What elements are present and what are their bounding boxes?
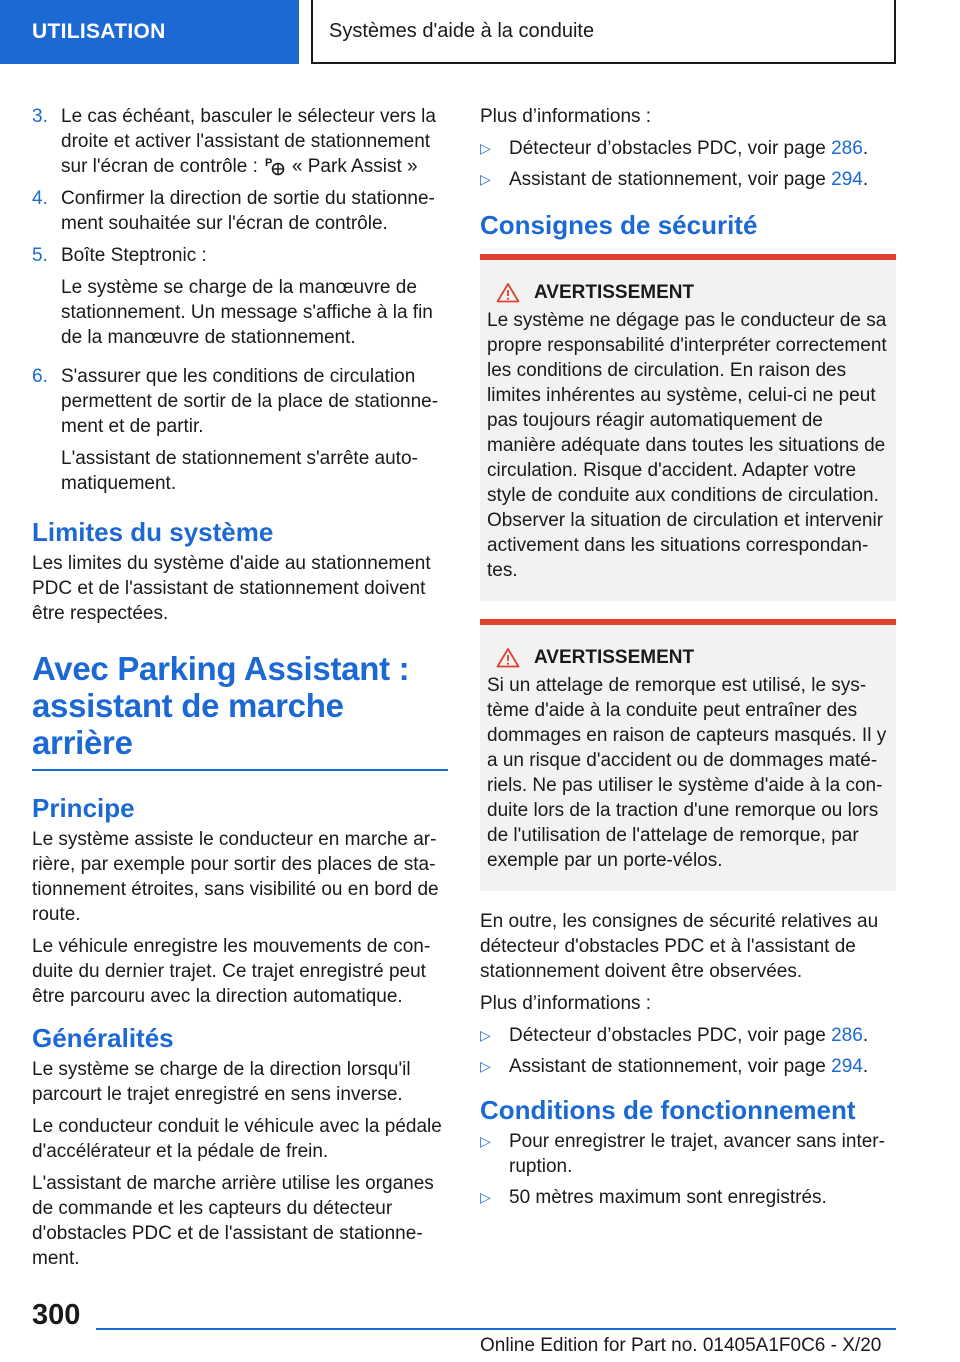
step-number: 6. (32, 366, 48, 387)
list-item (480, 1054, 896, 1079)
link-end: . (862, 138, 869, 159)
triangle-bullet-icon: ▷ (480, 140, 491, 156)
warning-label: AVERTISSEMENT (534, 647, 695, 668)
link-text: Assistant de stationnement, voir page (509, 169, 832, 190)
page-link-286[interactable]: 286 (831, 138, 863, 159)
link-end: . (862, 1056, 869, 1077)
header-chapter-tab (311, 0, 896, 64)
main-heading-line-1: Avec Parking Assistant : (32, 650, 410, 687)
list-item (480, 1185, 896, 1210)
page-link-286[interactable]: 286 (831, 1025, 863, 1046)
principle-heading: Principe (32, 793, 135, 823)
step-number: 5. (32, 245, 48, 266)
triangle-bullet-icon: ▷ (480, 1027, 491, 1043)
triangle-bullet-icon: ▷ (480, 1058, 491, 1074)
header-section-label: UTILISATION (32, 20, 166, 43)
step-text-after-icon: « Park Assist » (291, 156, 418, 177)
header-section-tab (0, 0, 299, 64)
general-paragraph-1: Le système se charge de la direction lorsqu'il parcourt le trajet enregistré en sens inverse. (32, 1059, 411, 1105)
safety-heading: Consignes de sécurité (480, 210, 758, 240)
list-item (480, 1023, 896, 1048)
general-heading: Généralités (32, 1023, 174, 1053)
link-end: . (862, 1025, 869, 1046)
warning-triangle-icon (496, 282, 520, 303)
step-6 (32, 364, 448, 503)
general-paragraph-3: L'assistant de marche arrière utilise les organes de commande et les capteurs du détecteur d'obstacles PDC et de l'assistant de stationnement. (32, 1173, 434, 1269)
conditions-heading: Conditions de fonctionnement (480, 1095, 856, 1125)
left-column (32, 104, 448, 1278)
warning-label: AVERTISSEMENT (534, 282, 695, 303)
limits-heading: Limites du système (32, 517, 274, 547)
triangle-bullet-icon: ▷ (480, 171, 491, 187)
link-end: . (862, 169, 869, 190)
limits-text: Les limites du système d'aide au stationnement PDC et de l'assistant de stationnement doivent être respectées. (32, 553, 431, 624)
general-paragraph-2: Le conducteur conduit le véhicule avec la pédale d'accélérateur et la pédale de frein. (32, 1116, 442, 1162)
step-number: 3. (32, 106, 48, 127)
more-info-label-1: Plus d’informations : (480, 106, 652, 127)
condition-text: Pour enregistrer le trajet, avancer sans interruption. (509, 1131, 885, 1177)
triangle-bullet-icon: ▷ (480, 1189, 491, 1205)
main-heading-block (32, 650, 448, 771)
principle-paragraph-2: Le véhicule enregistre les mouvements de conduite du dernier trajet. Ce trajet enregistré peut être parcouru avec la direction automatique. (32, 936, 431, 1007)
condition-text: 50 mètres maximum sont enregistrés. (509, 1187, 827, 1208)
step-text: Boîte Steptronic : (61, 245, 207, 266)
warning-box-2 (480, 619, 896, 891)
right-column (480, 104, 896, 1216)
more-info-label-2: Plus d’informations : (480, 993, 652, 1014)
svg-text:P: P (264, 157, 273, 169)
also-paragraph: En outre, les consignes de sécurité relatives au détecteur d'obstacles PDC et à l'assistant de stationnement doivent être observées. (480, 911, 879, 982)
step-5 (32, 243, 448, 357)
link-text: Détecteur d’obstacles PDC, voir page (509, 138, 832, 159)
footer-divider (96, 1328, 896, 1330)
step-3 (32, 104, 448, 179)
step-text: S'assurer que les conditions de circulation permettent de sortir de la place de stationnement et de partir. (61, 366, 439, 437)
warning-text: Le système ne dégage pas le conducteur de sa propre responsabilité d'interpréter correctement les conditions de circulation. En raison des limites inhérentes au système, celui-ci ne peut pas toujours réagir automatiquement de manière adéquate dans toutes les situations de circulation. Risque d'accident. Adapter votre style de conduite aux conditions de circulation. Observer la situation de circulation et intervenir activement dans les situations correspondantes. (487, 310, 887, 581)
park-assist-icon (264, 156, 286, 176)
triangle-bullet-icon: ▷ (480, 1133, 491, 1149)
list-item (480, 1129, 896, 1179)
step-text: Confirmer la direction de sortie du stationnement souhaitée sur l'écran de contrôle. (61, 188, 435, 234)
page-link-294[interactable]: 294 (831, 1056, 863, 1077)
link-text: Assistant de stationnement, voir page (509, 1056, 832, 1077)
link-text: Détecteur d’obstacles PDC, voir page (509, 1025, 832, 1046)
header-chapter-label: Systèmes d'aide à la conduite (329, 20, 595, 42)
principle-paragraph-1: Le système assiste le conducteur en marche arrière, par exemple pour sortir des places de stationnement étroites, sans visibilité ou en bord de route. (32, 829, 439, 925)
main-heading-line-2: assistant de marche arrière (32, 687, 344, 761)
page-number: 300 (32, 1299, 81, 1331)
step-4 (32, 186, 448, 236)
footer-edition: Online Edition for Part no. 01405A1F0C6 - X/20 (480, 1335, 882, 1356)
warning-box-1 (480, 254, 896, 601)
step-number: 4. (32, 188, 48, 209)
list-item (480, 167, 896, 192)
step-subtext: L'assistant de stationnement s'arrête automatiquement. (61, 448, 418, 494)
warning-triangle-icon (496, 647, 520, 668)
step-subtext: Le système se charge de la manœuvre de stationnement. Un message s'affiche à la fin de la manœuvre de stationnement. (61, 277, 433, 348)
list-item (480, 136, 896, 161)
warning-text: Si un attelage de remorque est utilisé, le système d'aide à la conduite peut entraîner des dommages en raison de capteurs masqués. Il y a un risque d'accident ou de dommages matériels. Ne pas utiliser le système d'aide à la conduite lors de la traction d'une remorque ou lors de l'utilisation de l'attelage de remorque, par exemple par un porte-vélos. (487, 675, 887, 871)
page-link-294[interactable]: 294 (831, 169, 863, 190)
step-text: Le cas échéant, basculer le sélecteur vers la droite et activer l'assistant de stationnement sur l'écran de contrôle : (61, 106, 436, 177)
